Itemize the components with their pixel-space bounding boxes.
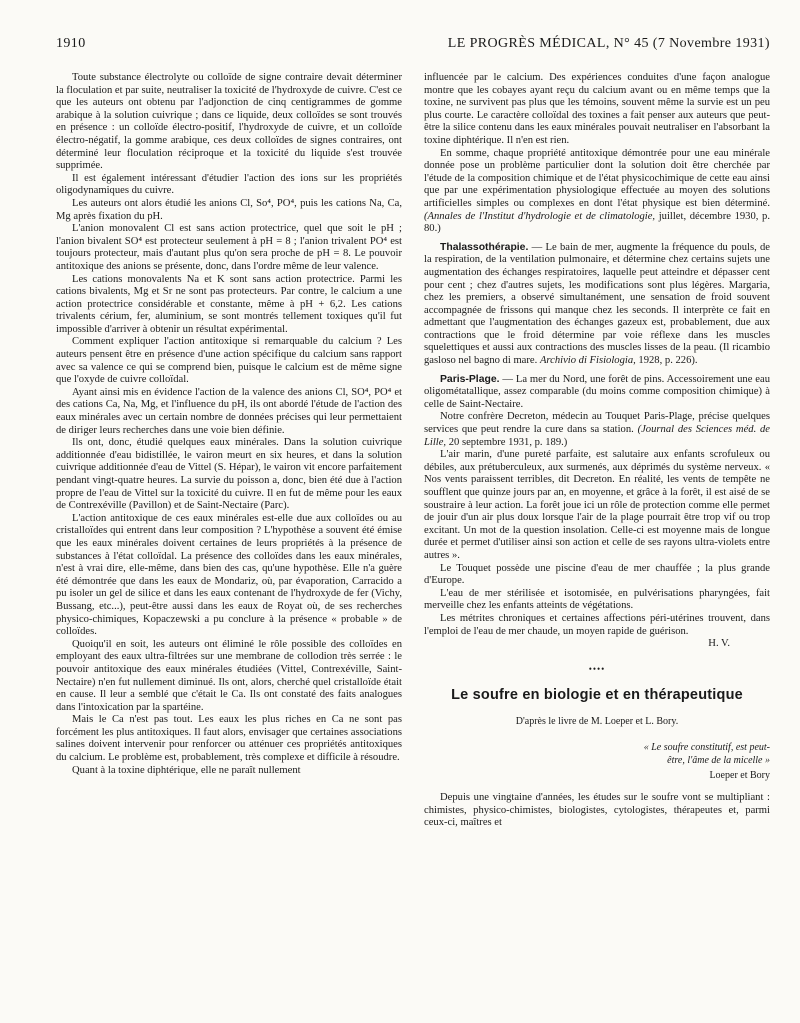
epigraph-author: Loeper et Bory xyxy=(709,769,770,781)
paragraph-text: — La mer du Nord, une forêt de pins. Accessoirement une eau oligométatallique, assez comparable (du moins comme composition chimique) à celle de Saint-Nectaire. xyxy=(424,373,770,410)
citation-journal: Archivio di Fisiologia, xyxy=(539,355,636,367)
citation-details: 20 septembre 1931, p. 189.) xyxy=(446,436,568,448)
paragraph: Depuis une vingtaine d'années, les études sur le soufre vont se multipliant : chimistes, physico-chimistes, biologistes, cytologistes, thérapeutes et, parmi ceux-ci, maîtres et xyxy=(424,792,770,829)
section-thalassotherapie xyxy=(424,242,770,368)
epigraph-line: « Le soufre constitutif, est peut- xyxy=(643,741,770,753)
citation-journal: (Annales de l'Institut d'hydrologie et de climatologie, xyxy=(424,210,656,222)
paragraph: Le Touquet possède une piscine d'eau de mer chauffée ; la plus grande d'Europe. xyxy=(424,562,770,587)
section-lead-paris-plage: Paris-Plage. xyxy=(440,373,500,385)
epigraph xyxy=(424,741,770,767)
paragraph: Comment expliquer l'action antitoxique si remarquable du calcium ? Les auteurs pensent être en présence d'une action spécifique du calcium sans rapport avec sa valence ce qui se comprend bien, puisque le calcium est de même signe que l'oxyde de cuivre colloïdal. xyxy=(56,336,402,386)
paragraph-text: En somme, chaque propriété antitoxique démontrée pour une eau minérale donnée pose un problème particulier dont la solution doit être cherchée par l'étude de la composition chimique et de l'état physicochimique de cette eau ainsi que par une expérimentation physiologique effectuée au moyen des solutions artificielles simples ou complexes en dont l'état physique est bien déterminé. xyxy=(424,147,770,209)
journal-title: LE PROGRÈS MÉDICAL, N° 45 (7 Novembre 1931) xyxy=(447,36,770,51)
right-column xyxy=(424,72,770,830)
paragraph: Il est également intéressant d'étudier l'action des ions sur les propriétés oligodynamiques du cuivre. xyxy=(56,172,402,197)
epigraph-line: être, l'âme de la micelle » xyxy=(667,754,770,766)
section-paris-plage xyxy=(424,374,770,412)
paragraph xyxy=(424,411,770,449)
paragraph: Ayant ainsi mis en évidence l'action de la valence des anions Cl, SO⁴, PO⁴ et des cations Ca, Na, Mg, et l'influence du pH, ils ont abordé l'étude de l'action des eaux minérales avec un certain nombre de données précises qui leur permettaient de diriger leurs recherches dans une voie bien définie. xyxy=(56,386,402,436)
paragraph xyxy=(424,148,770,236)
citation-details: 1928, p. 226). xyxy=(635,355,698,367)
paragraph: Les cations monovalents Na et K sont sans action protectrice. Parmi les cations bivalents, Mg et Sr ne sont pas protecteurs. Par contre, le calcium a une action protectrice considérable et constante, même à pH + 6,2. Les cations trivalents cérium, fer, aluminium, se sont montrés tellement toxiques qu'il fut impossible d'arriver à obtenir un résultat expérimental. xyxy=(56,273,402,335)
paragraph-text: Notre confrère Decreton, médecin au Touquet Paris-Plage, précise quelques services que peut rendre la cure dans sa station. xyxy=(424,411,770,436)
paragraph: Quant à la toxine diphtérique, elle ne paraît nullement xyxy=(72,764,301,776)
paragraph: L'action antitoxique de ces eaux minérales est-elle due aux colloïdes ou au cristalloïdes qui entrent dans leur composition ? L'hypothèse a souvent été émise que les eaux minérales doivent certaines de leurs propriétés à la présence de substances à l'état colloïdal. La présence des colloïdes dans les eaux minérales, n'est à vrai dire, elle-même, dans bien des cas, qu'une hypothèse. Elle n'a guère été démontrée que dans les eaux de Mondariz, où, par évaporation, Carracido a pu isoler un gel de silice et dans les eaux contenant de l'hydroxyde de fer (Vichy, Bussang, etc...), peut-être aussi dans les eaux de Royat où, de ses recherches physico-chimiques, Kopaczewski a pu conclure à la présence « probable » de colloïdes. xyxy=(56,512,402,638)
left-column xyxy=(56,72,402,830)
paragraph: influencée par le calcium. Des expériences conduites d'une façon analogue montre que les cobayes ayant reçu du calcium avant ou en même temps que la toxine, ne survivent pas plus que les témoins, souvent même la survie est un peu plus courte. Le caractère colloïdal des toxines a fait penser aux auteurs que peut-être la silice contenu dans les eaux minérales pouvait neutraliser en l'absorbant la toxine diphtérique. Il n'en est rien. xyxy=(424,72,770,146)
paragraph: Les auteurs ont alors étudié les anions Cl, So⁴, PO⁴, puis les cations Na, Ca, Mg après fixation du pH. xyxy=(56,197,402,222)
paragraph: Ils ont, donc, étudié quelques eaux minérales. Dans la solution cuivrique additionnée d'eau bidistillée, le vairon meurt en six heures, et dans la solution cuivrique additionnée d'eau de Vittel (S. Hépar), le vairon vit encore parfaitement pendant vingt-quatre heures. La survie du poisson a, donc, bien été due à l'action propre de l'eau de Vittel sur la toxicité du cuivre. Il en fut de même pour les eaux de Contrexéville (Pavillon) et de Saint-Nectaire (Parc). xyxy=(56,437,402,512)
paragraph: Mais le Ca n'est pas tout. Les eaux les plus riches en Ca ne sont pas forcément les plus antitoxiques. Il faut alors, envisager que certaines associations salines doivent intervenir pour renforcer ou atténuer ces propriétés antitoxiques du calcium. Le problème est, probablement, très complexe et difficile à résoudre. xyxy=(56,714,402,764)
page-header xyxy=(56,36,770,52)
paragraph: Toute substance électrolyte ou colloïde de signe contraire devait déterminer la floculation et par suite, neutraliser la toxicité de l'hydroxyde de cuivre. C'est ce que les auteurs ont obtenu par l'adjonction de cinq centigrammes de gomme arabique à la solution cuivrique ; dans ce liquide, deux colloïdes se sont trouvés en présence : un colloïde électro-positif, l'hydroxyde de cuivre, et un colloïde électro-négatif, la gomme arabique, ces deux colloïdes de signes contraires, ont déterminé leur floculation réciproque et la toxicité du liquide s'est trouvée supprimée. xyxy=(56,72,402,172)
paragraph: L'air marin, d'une pureté parfaite, est salutaire aux enfants scrofuleux ou débiles, aux prétuberculeux, aux surmenés, aux déprimés du système nerveux. « Nos vents paraissent terribles, dit Decreton. En réalité, les vents de tempête ne soufflent que quinze jours par an, en moyenne, et grâce à la forêt, il est aisé de se soustraire à leur action. La forêt joue ici un rôle de protection comme elle permet de jouir d'un air plus doux lorsque l'air de la plage pourrait être trop vif ou trop excitant. Un mot de la question insolation. Celle-ci est moyenne mais de longue durée et permet d'utiliser ainsi son action et celle de ses rayons ultra-violets entre autres ». xyxy=(424,449,770,561)
article-title: Le soufre en biologie et en thérapeutique xyxy=(451,687,743,704)
paragraph: L'anion monovalent Cl est sans action protectrice, quel que soit le pH ; l'anion bivalent SO⁴ est protecteur seulement à pH = 8 ; l'anion trivalent PO⁴ est toujours protecteur, mais d'autant plus qu'on sera proche de pH = 8. Le pouvoir antitoxique des anions se présente, donc, dans l'ordre même de leur valence. xyxy=(56,223,402,272)
two-column-body xyxy=(56,72,770,830)
citation-journal: (Journal des Sciences méd. de Lille, xyxy=(424,424,770,448)
paragraph: Quoiqu'il en soit, les auteurs ont éliminé le rôle possible des colloïdes en employant des eaux ultra-filtrées sur une membrane de collodion très serrée : le pouvoir antitoxique des eaux minérales étudiées (Vittel, Contrexéville, Saint-Nectaire) n'en fut nullement diminué. Ils ont, alors, cherché quel cristalloïde était en cause. Il leur a semblé que c'était le Ca. Ils ont constaté des faits analogues dans l'intoxication par la spartéine. xyxy=(56,638,402,713)
paragraph-text: — Le bain de mer, augmente la fréquence du pouls, de la respiration, de la ventilation pulmonaire, et détermine chez certains sujets une augmentation des échanges respiratoires, laquelle peut atteindre et dépasser cent pour cent ; chez d'autres sujets, les modifications sont plus légères. Margaria, chez les premiers, a observé simultanément, une sensation de froid souvent accompagnée de frissons qui manque chez les seconds. Il interprète ce fait en admettant que l'augmentation des échanges gazeux est, probablement, due aux contractions que le froid détermine par voie réflexe dans les muscles squelettiques et aussi aux contractions des muscles lisses de la peau. (Il ricambio gasloso nel bagno di mare. xyxy=(424,241,770,367)
signature: H. V. xyxy=(708,638,730,650)
citation-details: juillet, décembre 1930, p. 80.) xyxy=(424,210,770,235)
article-byline: D'après le livre de M. Loeper et L. Bory. xyxy=(515,715,679,727)
page-number: 1910 xyxy=(56,36,86,51)
section-separator xyxy=(424,663,770,676)
paragraph: Les métrites chroniques et certaines affections péri-utérines trouvent, dans l'emploi de l'eau de mer chaude, un moyen rapide de guérison. xyxy=(424,612,770,637)
paragraph: L'eau de mer stérilisée et isotomisée, en pulvérisations pharyngées, fait merveille chez les enfants atteints de végétations. xyxy=(424,587,770,612)
section-lead-thalassotherapie: Thalassothérapie. xyxy=(440,241,529,253)
